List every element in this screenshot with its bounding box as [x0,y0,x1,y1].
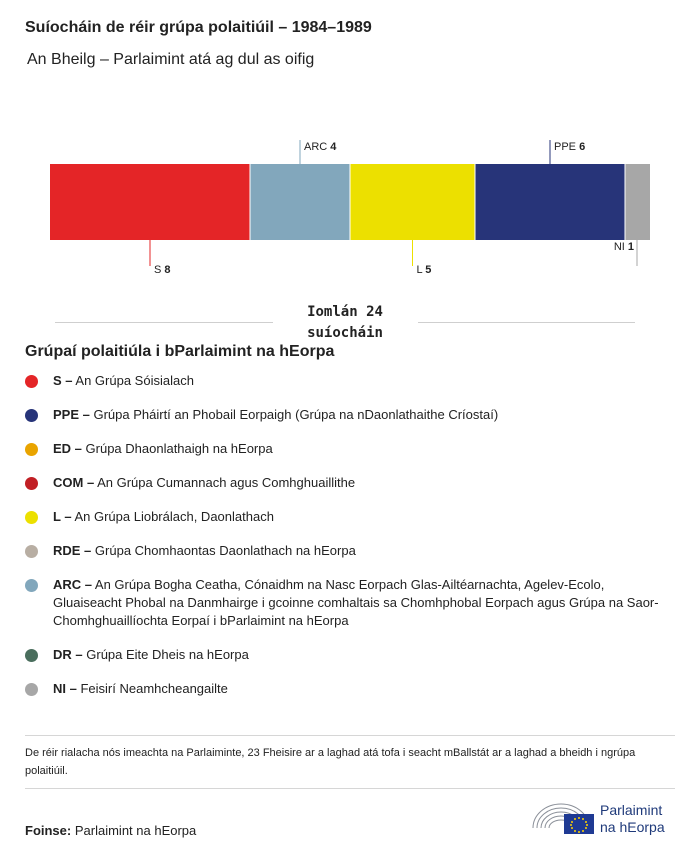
chart-subtitle: An Bheilg – Parlaimint atá ag dul as oifig [27,51,315,68]
data-label-s: S 8 [154,264,171,276]
legend-code-dr: DR – [53,647,83,662]
legend-dot-rde [25,545,38,558]
legend-code-ni: NI – [53,681,77,696]
legend-dot-dr [25,649,38,662]
legend-name-arc: An Grúpa Bogha Ceatha, Cónaidhm na Nasc Eorpach Glas-Ailtéarnachta, Agelev-Ecolo, Gluaiseacht Phobal na Danmhairge i gcoinne comhaltais sa Chomhphobal Eorpach agus Grúpa na Saor-Chomhghuaillíochta Eorpaí i bParlaimint na hEorpa [53,577,659,628]
legend-dot-s [25,375,38,388]
logo-text [600,802,665,836]
source-label: Foinse: [25,823,72,838]
footnote: De réir rialacha nós imeachta na Parlaiminte, 23 Fheisire ar a laghad atá tofa i seacht mBallstát ar a laghad a bheidh i ngrúpa polaitiúil. [25,747,636,777]
legend-name-ni: Feisirí Neamhcheangailte [80,681,228,696]
source [25,823,196,838]
legend-dot-l [25,511,38,524]
bar-segment-l [350,164,475,240]
legend-code-ed: ED – [53,441,82,456]
legend-name-ed: Grúpa Dhaonlathaigh na hEorpa [85,441,273,456]
legend-dot-ni [25,683,38,696]
logo-text-line2: na hEorpa [600,819,665,835]
legend-dot-com [25,477,38,490]
total-divider-left [55,322,273,323]
legend-name-l: An Grúpa Liobrálach, Daonlathach [74,509,274,524]
legend-dot-arc [25,579,38,592]
bar-segment-s [50,164,250,240]
legend-code-ppe: PPE – [53,407,90,422]
legend-code-s: S – [53,373,73,388]
legend-code-com: COM – [53,475,95,490]
legend-name-s: An Grúpa Sóisialach [75,373,194,388]
source-text: Parlaimint na hEorpa [74,823,197,838]
data-label-arc: ARC 4 [304,141,337,153]
parliament-hemicycle-icon [530,798,596,838]
stacked-bar-chart [0,130,700,290]
note-divider-top [25,735,675,736]
legend-name-ppe: Grúpa Pháirtí an Phobail Eorpaigh (Grúpa na nDaonlathaithe Críostaí) [93,407,499,422]
logo-text-line1: Parlaimint [600,802,663,818]
data-label-ppe: PPE 6 [554,141,586,153]
data-label-ni: NI 1 [613,241,634,253]
total-seats-line2: suíocháin [307,325,383,341]
legend-code-l: L – [53,509,72,524]
chart-title: Suíocháin de réir grúpa polaitiúil – 1984–1989 [25,19,372,36]
total-divider-right [418,322,635,323]
data-label-l: L 5 [416,264,432,276]
legend-code-arc: ARC – [53,577,93,592]
legend-dot-ed [25,443,38,456]
legend-name-dr: Grúpa Eite Dheis na hEorpa [86,647,249,662]
legend-name-com: An Grúpa Cumannach agus Comhghuaillithe [97,475,356,490]
european-parliament-logo [530,798,680,838]
legend-dot-ppe [25,409,38,422]
total-seats-line1: Iomlán 24 [307,304,383,320]
bar-segment-ppe [475,164,625,240]
total-seats-label [270,302,420,344]
bar-segment-ni [625,164,650,240]
note-divider-bottom [25,788,675,789]
legend-title: Grúpaí polaitiúla i bParlaimint na hEorpa [25,343,335,360]
bar-segment-arc [250,164,350,240]
legend-name-rde: Grúpa Chomhaontas Daonlathach na hEorpa [94,543,356,558]
legend-code-rde: RDE – [53,543,92,558]
